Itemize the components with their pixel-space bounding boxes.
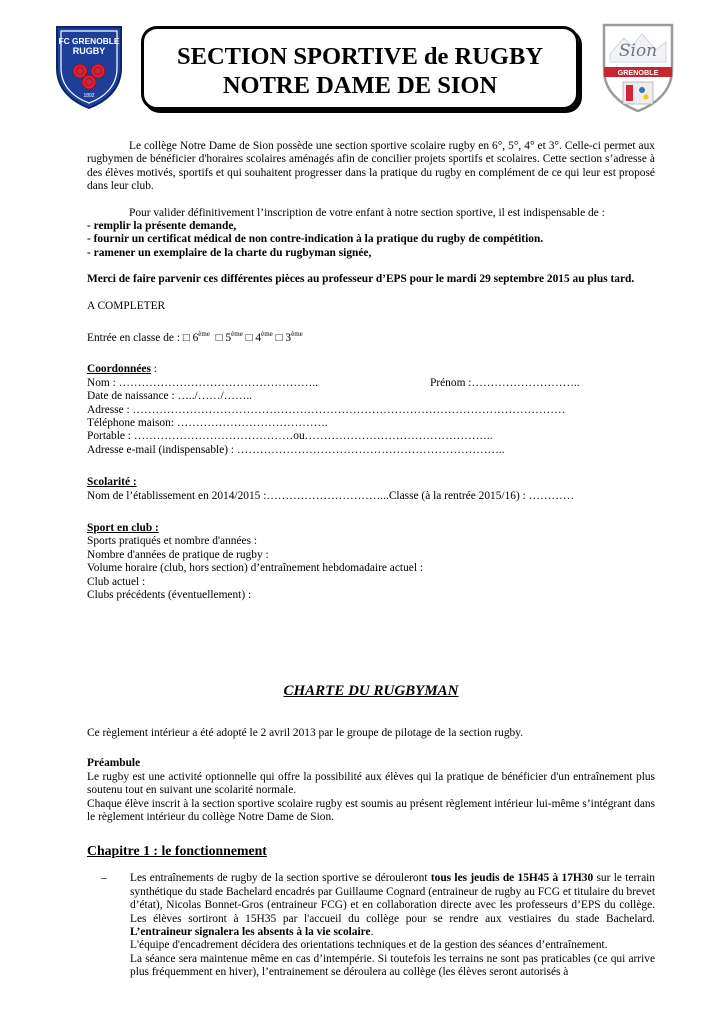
mobile-field[interactable]: Portable : ……………………………………ou………………………………………….. (87, 430, 493, 443)
class-checkbox-3[interactable]: □ (275, 332, 283, 345)
email-field[interactable]: Adresse e-mail (indispensable) : …………………………………………………………….. (87, 443, 505, 456)
adoption-note: Ce règlement intérieur a été adopté le 2 avril 2013 par le groupe de pilotage de la section rugby. (87, 727, 524, 739)
nom-field[interactable]: Nom : …………………………………………….. (87, 376, 318, 389)
requirements-intro: Pour valider définitivement l’inscription de votre enfant à notre section sportive, il est indispensable de : (129, 206, 605, 219)
sport-line[interactable]: Volume horaire (club, hors section) d’entraînement hebdomadaire actuel : (87, 562, 424, 575)
page-title-line2: NOTRE DAME DE SION (222, 72, 498, 99)
absence-notice: L’entraineur signalera les absents à la vie scolaire (130, 926, 371, 939)
address-field[interactable]: Adresse : …………………………………………………………………………………………………… (87, 403, 566, 416)
prenom-field[interactable]: Prénom :……………………….. (430, 376, 580, 389)
training-paragraph (130, 872, 655, 939)
preambule-heading: Préambule (87, 757, 141, 770)
title-box (141, 26, 579, 110)
registration-section (87, 140, 655, 602)
home-phone-field[interactable]: Téléphone maison: …………………………………. (87, 417, 328, 430)
training-text: Les entraînements de rugby de la section sportive se dérouleront (130, 872, 431, 885)
class-4-sup: ème (261, 330, 273, 339)
training-paragraph: La séance sera maintenue même en cas d’intempérie. Si toutefois les terrains ne sont pas praticables (ce qui arrive plus fréquemment en hiver), l’entrainement se déroulera au collège (les élèves seront autorisés à (130, 952, 655, 979)
class-6-label: 6 (192, 332, 199, 345)
preambule-paragraph: Chaque élève inscrit à la section sportive scolaire rugby est soumis au présent règlement intérieur lui-même s’intégrant dans le règlement intérieur du collège Notre Dame de Sion. (87, 797, 655, 824)
logo-left-year: 1892 (83, 93, 95, 99)
requirement-item: - ramener un exemplaire de la charte du rugbyman signée, (87, 246, 372, 259)
coordonnees-heading: Coordonnées (87, 363, 151, 376)
class-5-label: 5 (225, 332, 232, 345)
logo-right-script: Sion (618, 41, 658, 61)
page-title-line1: SECTION SPORTIVE de RUGBY (176, 43, 544, 70)
sion-grenoble-logo (598, 22, 678, 114)
class-entry-label: Entrée en classe de : (87, 332, 180, 345)
coordonnees-colon: : (150, 363, 157, 376)
training-text: sur le terrain synthétique du stade Bachelard encadrés par Guillaume Cognard (entraineur de rugby au FCG et titulaire du brevet d’état), Nicolas Bonnet-Gros (entraineur FCG) et en collaboration directe avec les professeurs d’EPS du collège. Les élèves sortiront à 15H35 par l'accueil du collège pour se rendre aux vestiaires du stade Bachelard. (130, 872, 656, 925)
charte-section (87, 727, 655, 980)
intro-paragraph: Le collège Notre Dame de Sion possède une section sportive scolaire rugby en 6°, 5°, 4° et 3°. Celle-ci permet aux rugbymen de bénéficier d'horaires scolaires aménagés afin de concilier projets sportifs et scolaires. Cette section s’adresse à des élèves motivés, sportifs et qui souhaitent progresser dans la pratique du rugby en complément de ce qui leur est proposé dans leur club. (87, 140, 655, 193)
bullet-dash: – (101, 872, 107, 885)
class-3-label: 3 (285, 332, 292, 345)
class-checkbox-6[interactable]: □ (182, 332, 190, 345)
school-field[interactable]: Nom de l’établissement en 2014/2015 :…………………………...Classe (à la rentrée 2015/16) : ………… (87, 489, 575, 502)
training-bullet (87, 872, 655, 979)
scolarite-heading: Scolarité : (87, 476, 137, 489)
logo-right-band: GRENOBLE (617, 68, 659, 77)
requirement-item: - remplir la présente demande, (87, 220, 237, 233)
class-entry-row (87, 332, 655, 345)
training-schedule: tous les jeudis de 15H45 à 17H30 (430, 872, 594, 885)
training-paragraph: L'équipe d'encadrement décidera des orientations techniques et de la gestion des séances d’entraînement. (130, 939, 608, 952)
class-3-sup: ème (291, 330, 303, 339)
birthdate-field[interactable]: Date de naissance : …../……/…….. (87, 390, 253, 403)
requirement-item: - fournir un certificat médical de non contre-indication à la pratique du rugby de compétition. (87, 233, 544, 246)
chapter-heading: Chapitre 1 : le fonctionnement (87, 843, 267, 859)
coordonnees-heading-row (87, 363, 655, 376)
class-checkbox-4[interactable]: □ (245, 332, 253, 345)
logo-left-line2: RUGBY (72, 46, 106, 56)
sport-line[interactable]: Club actuel : (87, 575, 146, 588)
training-text: . (370, 926, 374, 939)
class-checkbox-5[interactable]: □ (215, 332, 223, 345)
fc-grenoble-rugby-logo (53, 24, 125, 110)
sport-line[interactable]: Sports pratiqués et nombre d'années : (87, 535, 258, 548)
class-6-sup: ème (198, 330, 210, 339)
sport-line[interactable]: Clubs précédents (éventuellement) : (87, 588, 252, 601)
class-4-label: 4 (255, 332, 262, 345)
name-row (87, 377, 655, 390)
class-5-sup: ème (231, 330, 243, 339)
sport-line[interactable]: Nombre d'années de pratique de rugby : (87, 548, 269, 561)
a-completer-label: A COMPLETER (87, 299, 166, 312)
charte-title: CHARTE DU RUGBYMAN (283, 683, 459, 699)
preambule-paragraph: Le rugby est une activité optionnelle qui offre la possibilité aux élèves qui la pratique de bénéficier d'un entraînement plus soutenu tout en suivant une scolarité normale. (87, 770, 655, 797)
sport-club-heading: Sport en club : (87, 522, 159, 535)
deadline-notice: Merci de faire parvenir ces différentes pièces au professeur d’EPS pour le mardi 29 septembre 2015 au plus tard. (87, 273, 635, 286)
logo-left-line1: FC GRENOBLE (58, 36, 120, 46)
